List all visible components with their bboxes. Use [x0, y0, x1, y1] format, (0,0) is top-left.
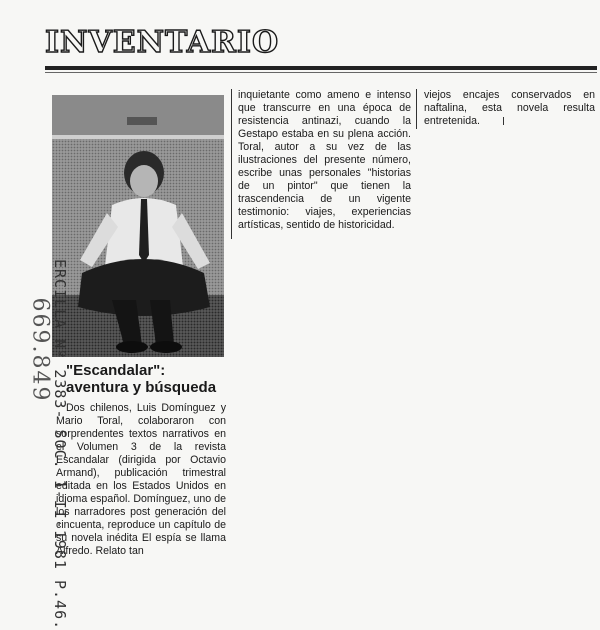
- article-column-2: inquietante como ameno e intenso que transcurre en una época de resistencia antinazi, cuando la Gestapo estaba en su plena acción. Toral, autor a su vez de las ilustraciones del presente número, escribe unas personales "historias de un pintor" que tienen la trascendencia de un vigente testimonio: viajes, experiencias artísticas, sentido de historicidad.: [238, 89, 411, 231]
- article-headline: [66, 362, 236, 396]
- article-photo: [52, 95, 224, 357]
- handwritten-number: 669.849: [27, 297, 53, 403]
- handwritten-citation: ERCILLA Nº 2383- SOC. 1-II-1981 P.46.: [51, 259, 69, 630]
- photo-illustration: [52, 95, 224, 357]
- article-column-3: viejos encajes conservados en naftalina, esta novela resulta entretenida.: [424, 89, 595, 127]
- headline-line-2: aventura y búsqueda: [66, 379, 217, 396]
- section-title: INVENTARIO: [45, 25, 280, 60]
- header-rule-thick: [45, 66, 597, 70]
- article-column-1: Dos chilenos, Luis Domínguez y Mario Toral, colaboraron con sorprendentes textos narrativos en el Volumen 3 de la revista Escandalar (dirigida por Octavio Armand), publicación trimestral editada en los Estados Unidos en idioma español. Domínguez, uno de los narradores post generación del cincuenta, reproduce un capítulo de su novela inédita El espía se llama Alfredo. Relato tan: [56, 402, 226, 557]
- column-divider-2: [416, 89, 417, 129]
- header-rule-thin: [45, 72, 597, 73]
- end-mark: [503, 117, 504, 125]
- column-divider-1: [231, 89, 232, 239]
- headline-line-1: "Escandalar":: [66, 362, 166, 379]
